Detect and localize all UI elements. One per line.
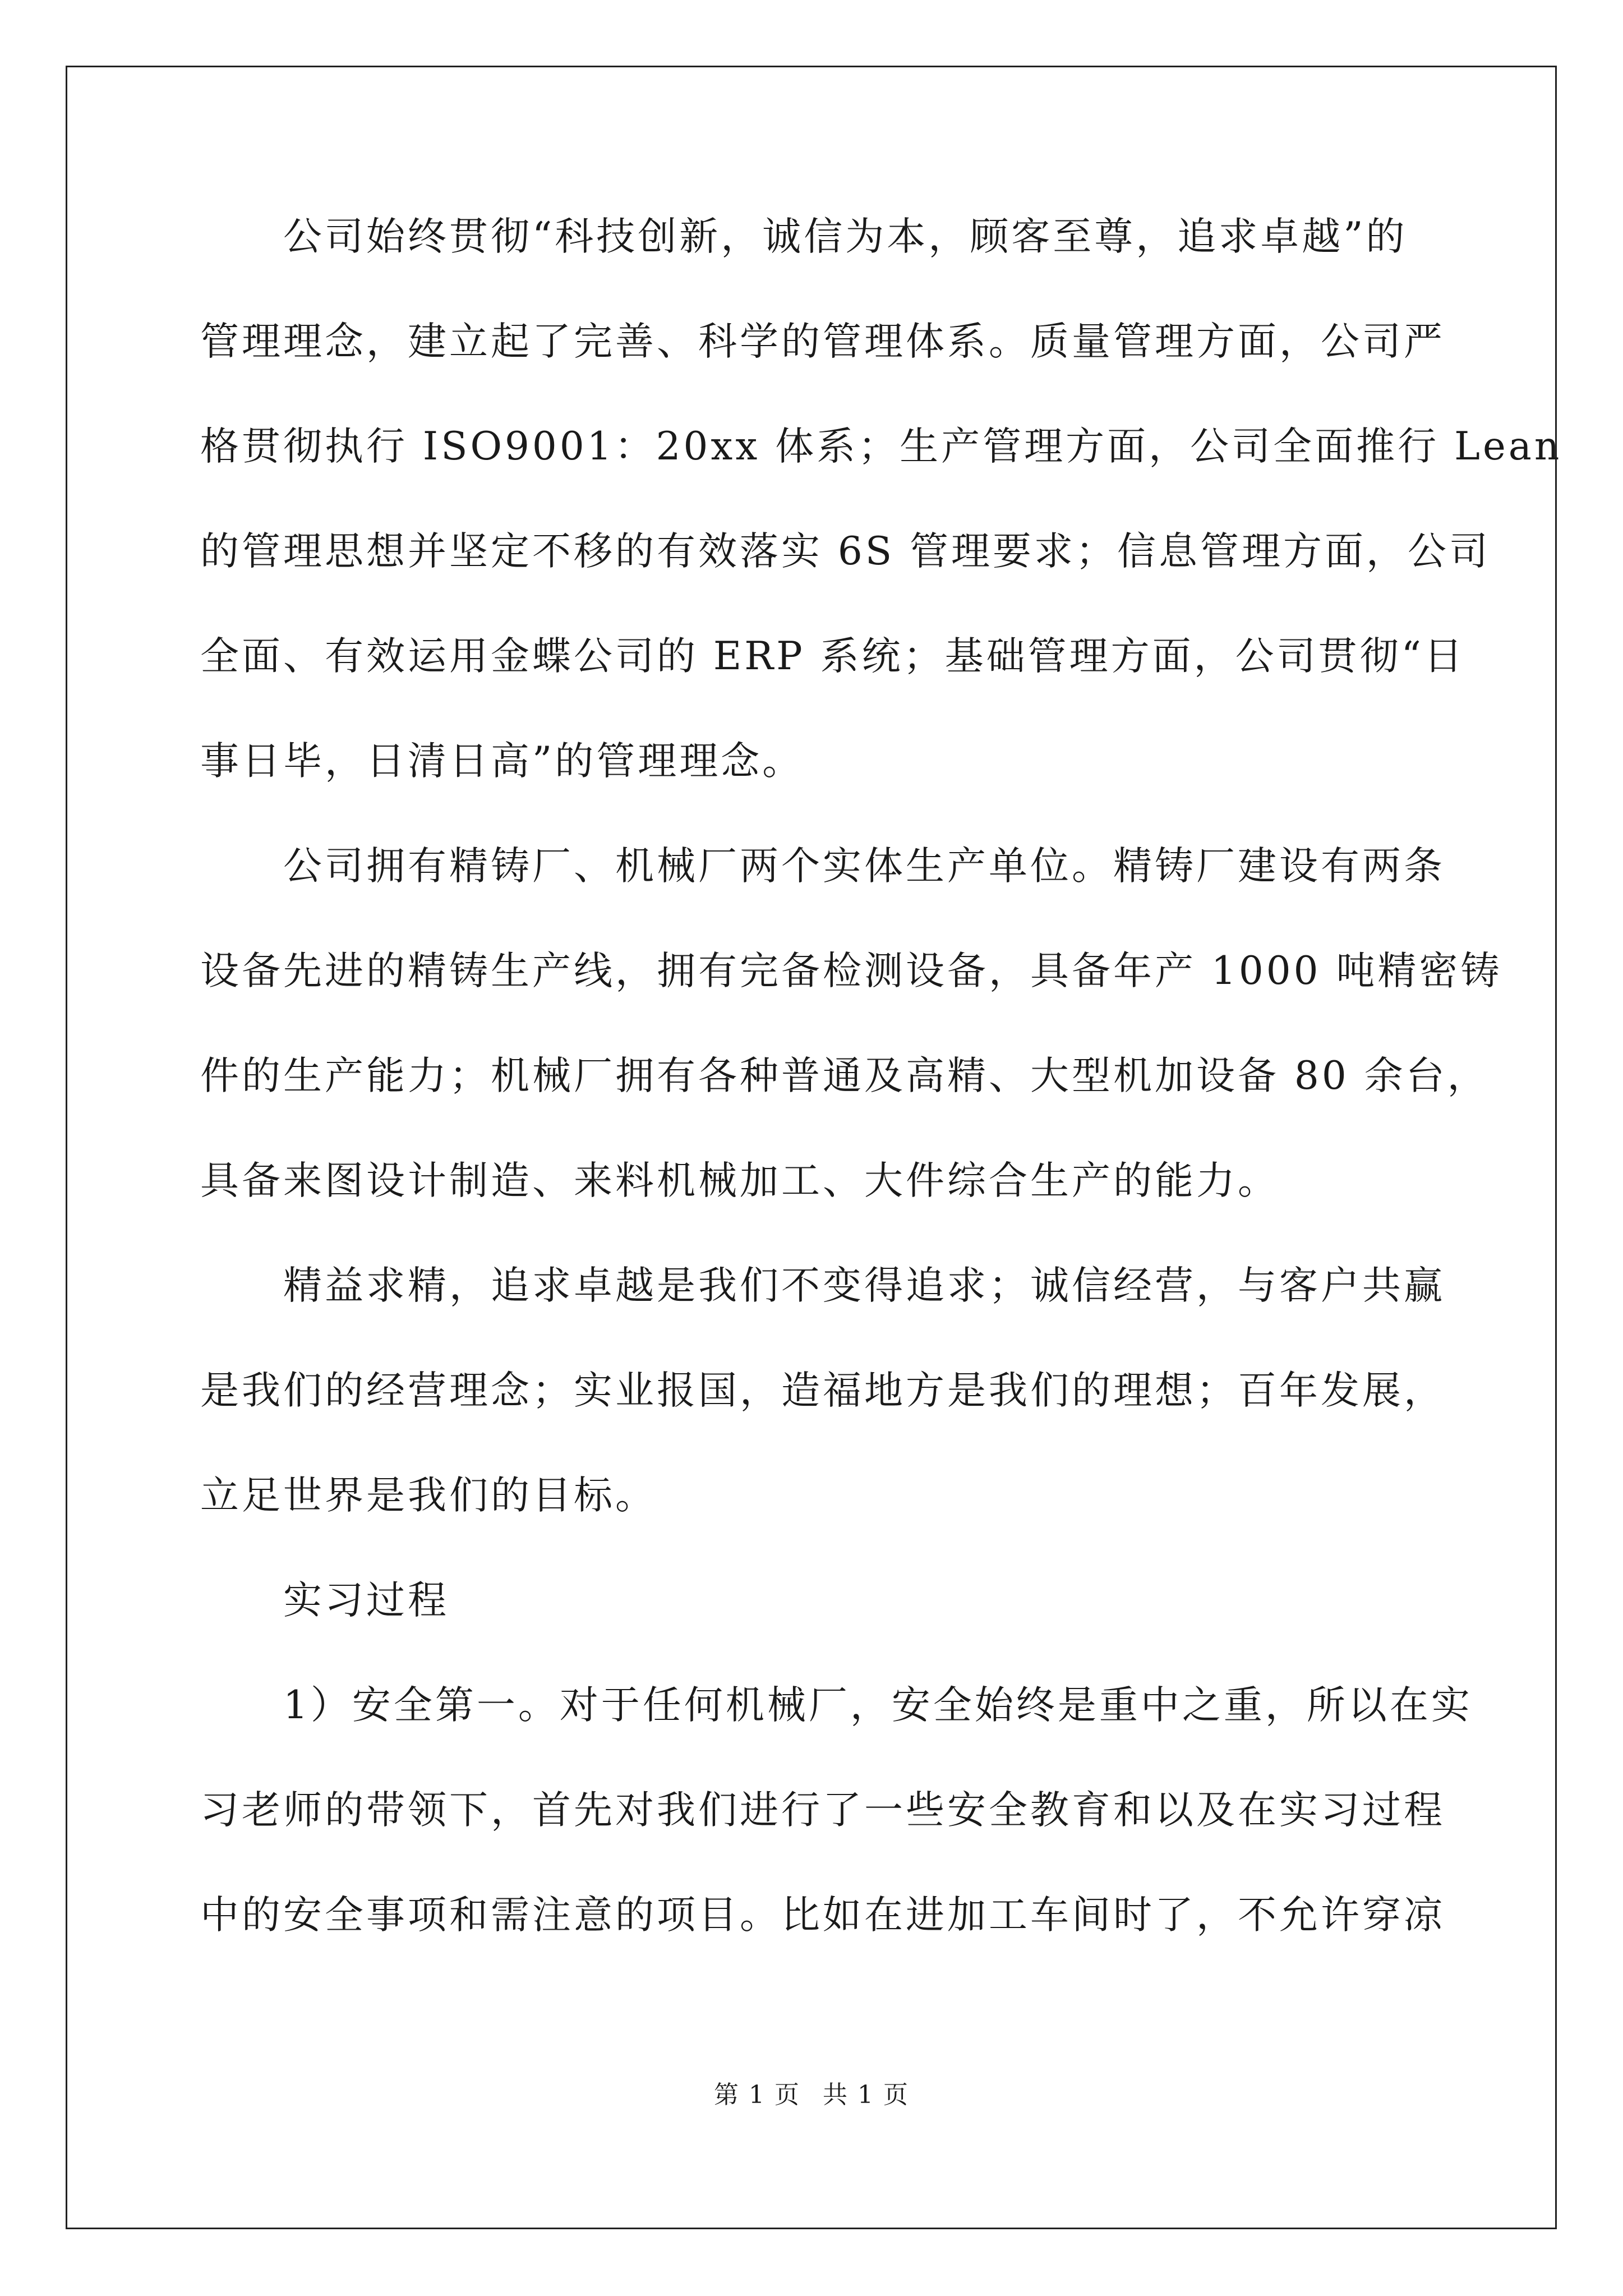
document-body <box>200 214 1562 1998</box>
text-line: 具备来图设计制造、来料机械加工、大件综合生产的能力。 <box>200 1158 1279 1203</box>
text-line: 1）安全第一。对于任何机械厂，安全始终是重中之重，所以在实 <box>283 1683 1473 1728</box>
text-line: 设备先进的精铸生产线，拥有完备检测设备，具备年产 1000 吨精密铸 <box>200 949 1502 993</box>
text-line: 件的生产能力；机械厂拥有各种普通及高精、大型机加设备 80 余台， <box>200 1053 1489 1098</box>
text-line: 全面、有效运用金蝶公司的 ERP 系统；基础管理方面，公司贯彻“日 <box>200 634 1465 679</box>
page-footer <box>0 2081 1623 2109</box>
text-line: 中的安全事项和需注意的项目。比如在进加工车间时了，不允许穿凉 <box>200 1893 1445 1938</box>
page-total: 共 1 页 <box>823 2081 909 2109</box>
text-line: 公司拥有精铸厂、机械厂两个实体生产单位。精铸厂建设有两条 <box>283 844 1445 889</box>
text-line: 事日毕，日清日高”的管理理念。 <box>200 739 804 784</box>
text-line: 是我们的经营理念；实业报国，造福地方是我们的理想；百年发展， <box>200 1368 1445 1413</box>
text-line: 立足世界是我们的目标。 <box>200 1473 657 1518</box>
text-line: 的管理思想并坚定不移的有效落实 6S 管理要求；信息管理方面，公司 <box>200 529 1491 574</box>
page-number: 第 1 页 <box>714 2081 800 2109</box>
text-line: 公司始终贯彻“科技创新，诚信为本，顾客至尊，追求卓越”的 <box>283 214 1408 259</box>
text-line: 管理理念，建立起了完善、科学的管理体系。质量管理方面，公司严 <box>200 319 1445 364</box>
text-line: 格贯彻执行 ISO9001：20xx 体系；生产管理方面，公司全面推行 Lean <box>200 424 1562 469</box>
section-heading: 实习过程 <box>283 1578 449 1623</box>
text-line: 习老师的带领下，首先对我们进行了一些安全教育和以及在实习过程 <box>200 1788 1445 1833</box>
text-line: 精益求精，追求卓越是我们不变得追求；诚信经营，与客户共赢 <box>283 1263 1445 1308</box>
